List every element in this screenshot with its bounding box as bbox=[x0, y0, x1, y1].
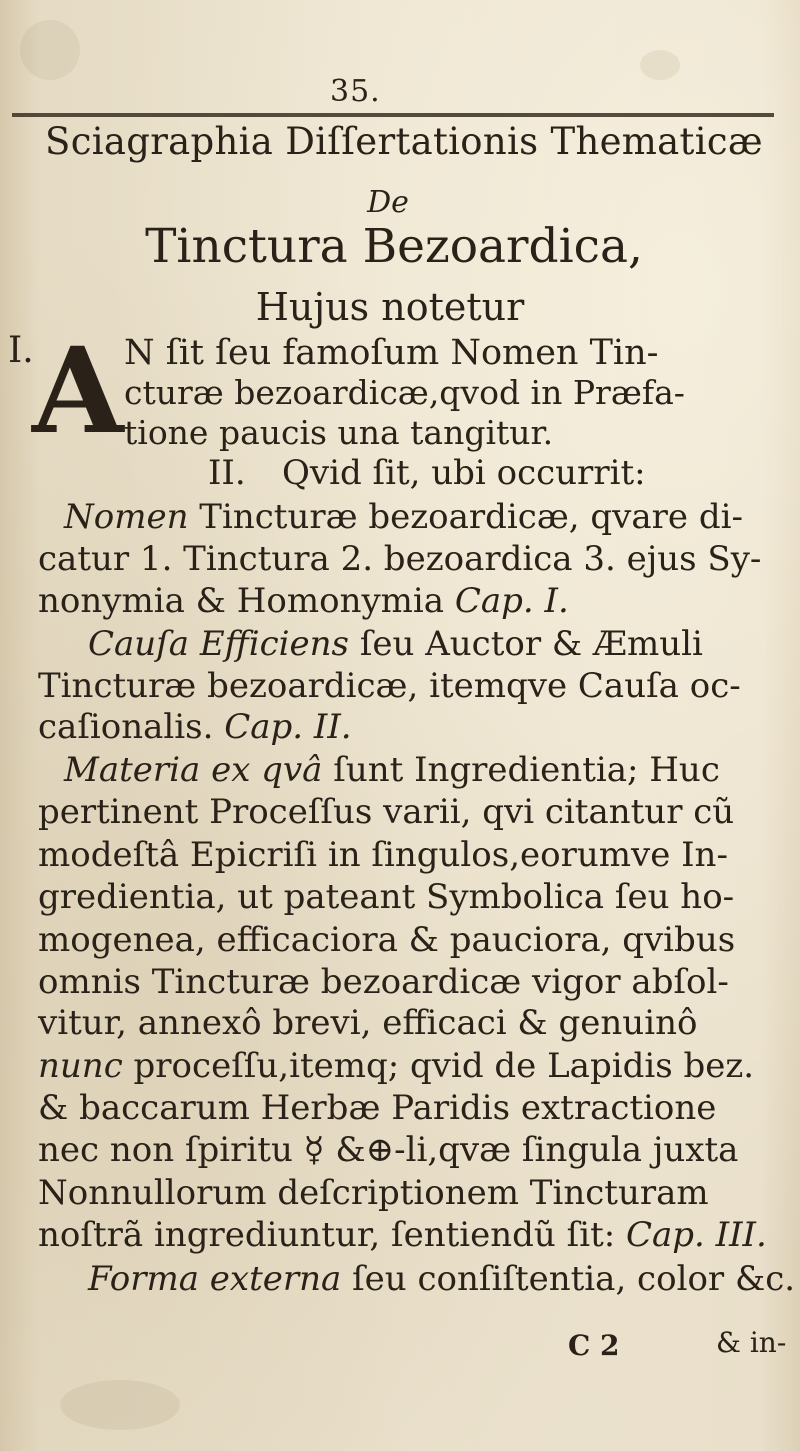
section-1-line-1: N ſit ſeu famoſum Nomen Tin- bbox=[124, 333, 659, 373]
body-line-14-italic: nunc bbox=[38, 1046, 123, 1086]
body-line-18-text: noſtrã ingrediuntur, ſentiendũ ſit: bbox=[38, 1215, 626, 1255]
body-line-14 bbox=[38, 1046, 755, 1086]
body-line-9: modeſtâ Epicriſi in ſingulos,eorumve In- bbox=[38, 835, 728, 875]
body-line-13: vitur, annexô brevi, efficaci & genuinô bbox=[38, 1003, 698, 1043]
title-line-1: Sciagraphia Diſſertationis Thematicæ bbox=[45, 120, 763, 163]
body-line-3-cap: Cap. I. bbox=[454, 581, 569, 621]
body-line-4 bbox=[88, 624, 703, 664]
title-line-3: Tinctura Bezoardica, bbox=[145, 219, 643, 274]
body-line-11: mogenea, efficaciora & pauciora, qvibus bbox=[38, 920, 736, 960]
body-line-6 bbox=[38, 707, 352, 747]
signature-mark: C 2 bbox=[568, 1329, 620, 1362]
body-line-5: Tincturæ bezoardicæ, itemqve Cauſa oc- bbox=[38, 666, 741, 706]
body-line-1-text: Tincturæ bezoardicæ, qvare di- bbox=[188, 497, 743, 537]
body-line-19-text: ſeu conſiſtentia, color &c. bbox=[341, 1259, 796, 1299]
title-line-4: Hujus notetur bbox=[255, 285, 525, 329]
body-line-8: pertinent Proceſſus varii, qvi citantur cũ bbox=[38, 792, 735, 832]
body-line-17: Nonnullorum deſcriptionem Tincturam bbox=[38, 1173, 709, 1213]
body-line-16: nec non ſpiritu ☿ &⊕-li,qvæ ſingula juxta bbox=[38, 1130, 739, 1170]
body-line-7 bbox=[64, 750, 720, 790]
body-line-6-cap: Cap. II. bbox=[224, 707, 352, 747]
body-line-2: catur 1. Tinctura 2. bezoardica 3. ejus Sy- bbox=[38, 539, 762, 579]
body-line-3-text: nonymia & Homonymia bbox=[38, 581, 455, 621]
body-line-3 bbox=[38, 581, 569, 621]
section-number-1: I. bbox=[8, 330, 34, 371]
body-line-4-text: ſeu Auctor & Æmuli bbox=[349, 624, 703, 664]
body-line-7-text: ſunt Ingredientia; Huc bbox=[322, 750, 720, 790]
body-line-4-italic: Cauſa Efficiens bbox=[88, 624, 350, 664]
section-1-line-2: cturæ bezoardicæ,qvod in Præfa- bbox=[124, 373, 685, 412]
body-line-7-italic: Materia ex qvâ bbox=[64, 750, 323, 790]
body-line-14-text: proceſſu,itemq; qvid de Lapidis bez. bbox=[122, 1046, 755, 1086]
section-number-2: II. bbox=[208, 453, 246, 493]
body-line-10: gredientia, ut pateant Symbolica ſeu ho- bbox=[38, 877, 735, 917]
body-line-1-italic: Nomen bbox=[64, 497, 189, 537]
section-1-line-3: tione paucis una tangitur. bbox=[124, 413, 554, 452]
paper-stain bbox=[20, 20, 80, 80]
body-line-6-text: caſionalis. bbox=[38, 707, 225, 747]
body-line-18 bbox=[38, 1215, 767, 1255]
body-line-19 bbox=[88, 1259, 796, 1299]
header-rule bbox=[12, 113, 774, 117]
paper-stain bbox=[60, 1380, 180, 1430]
drop-cap: A bbox=[32, 321, 124, 460]
section-2-heading: Qvid ſit, ubi occurrit: bbox=[282, 453, 646, 493]
body-line-19-italic: Forma externa bbox=[88, 1259, 342, 1299]
body-line-1 bbox=[64, 497, 743, 537]
title-line-2: De bbox=[367, 185, 409, 220]
page-number: 35. bbox=[330, 74, 381, 109]
body-line-15: & baccarum Herbæ Paridis extractione bbox=[38, 1088, 717, 1128]
body-line-12: omnis Tincturæ bezoardicæ vigor abſol- bbox=[38, 962, 729, 1002]
paper-stain bbox=[640, 50, 680, 80]
body-line-18-cap: Cap. III. bbox=[626, 1215, 767, 1255]
catchword: & in- bbox=[716, 1326, 787, 1359]
